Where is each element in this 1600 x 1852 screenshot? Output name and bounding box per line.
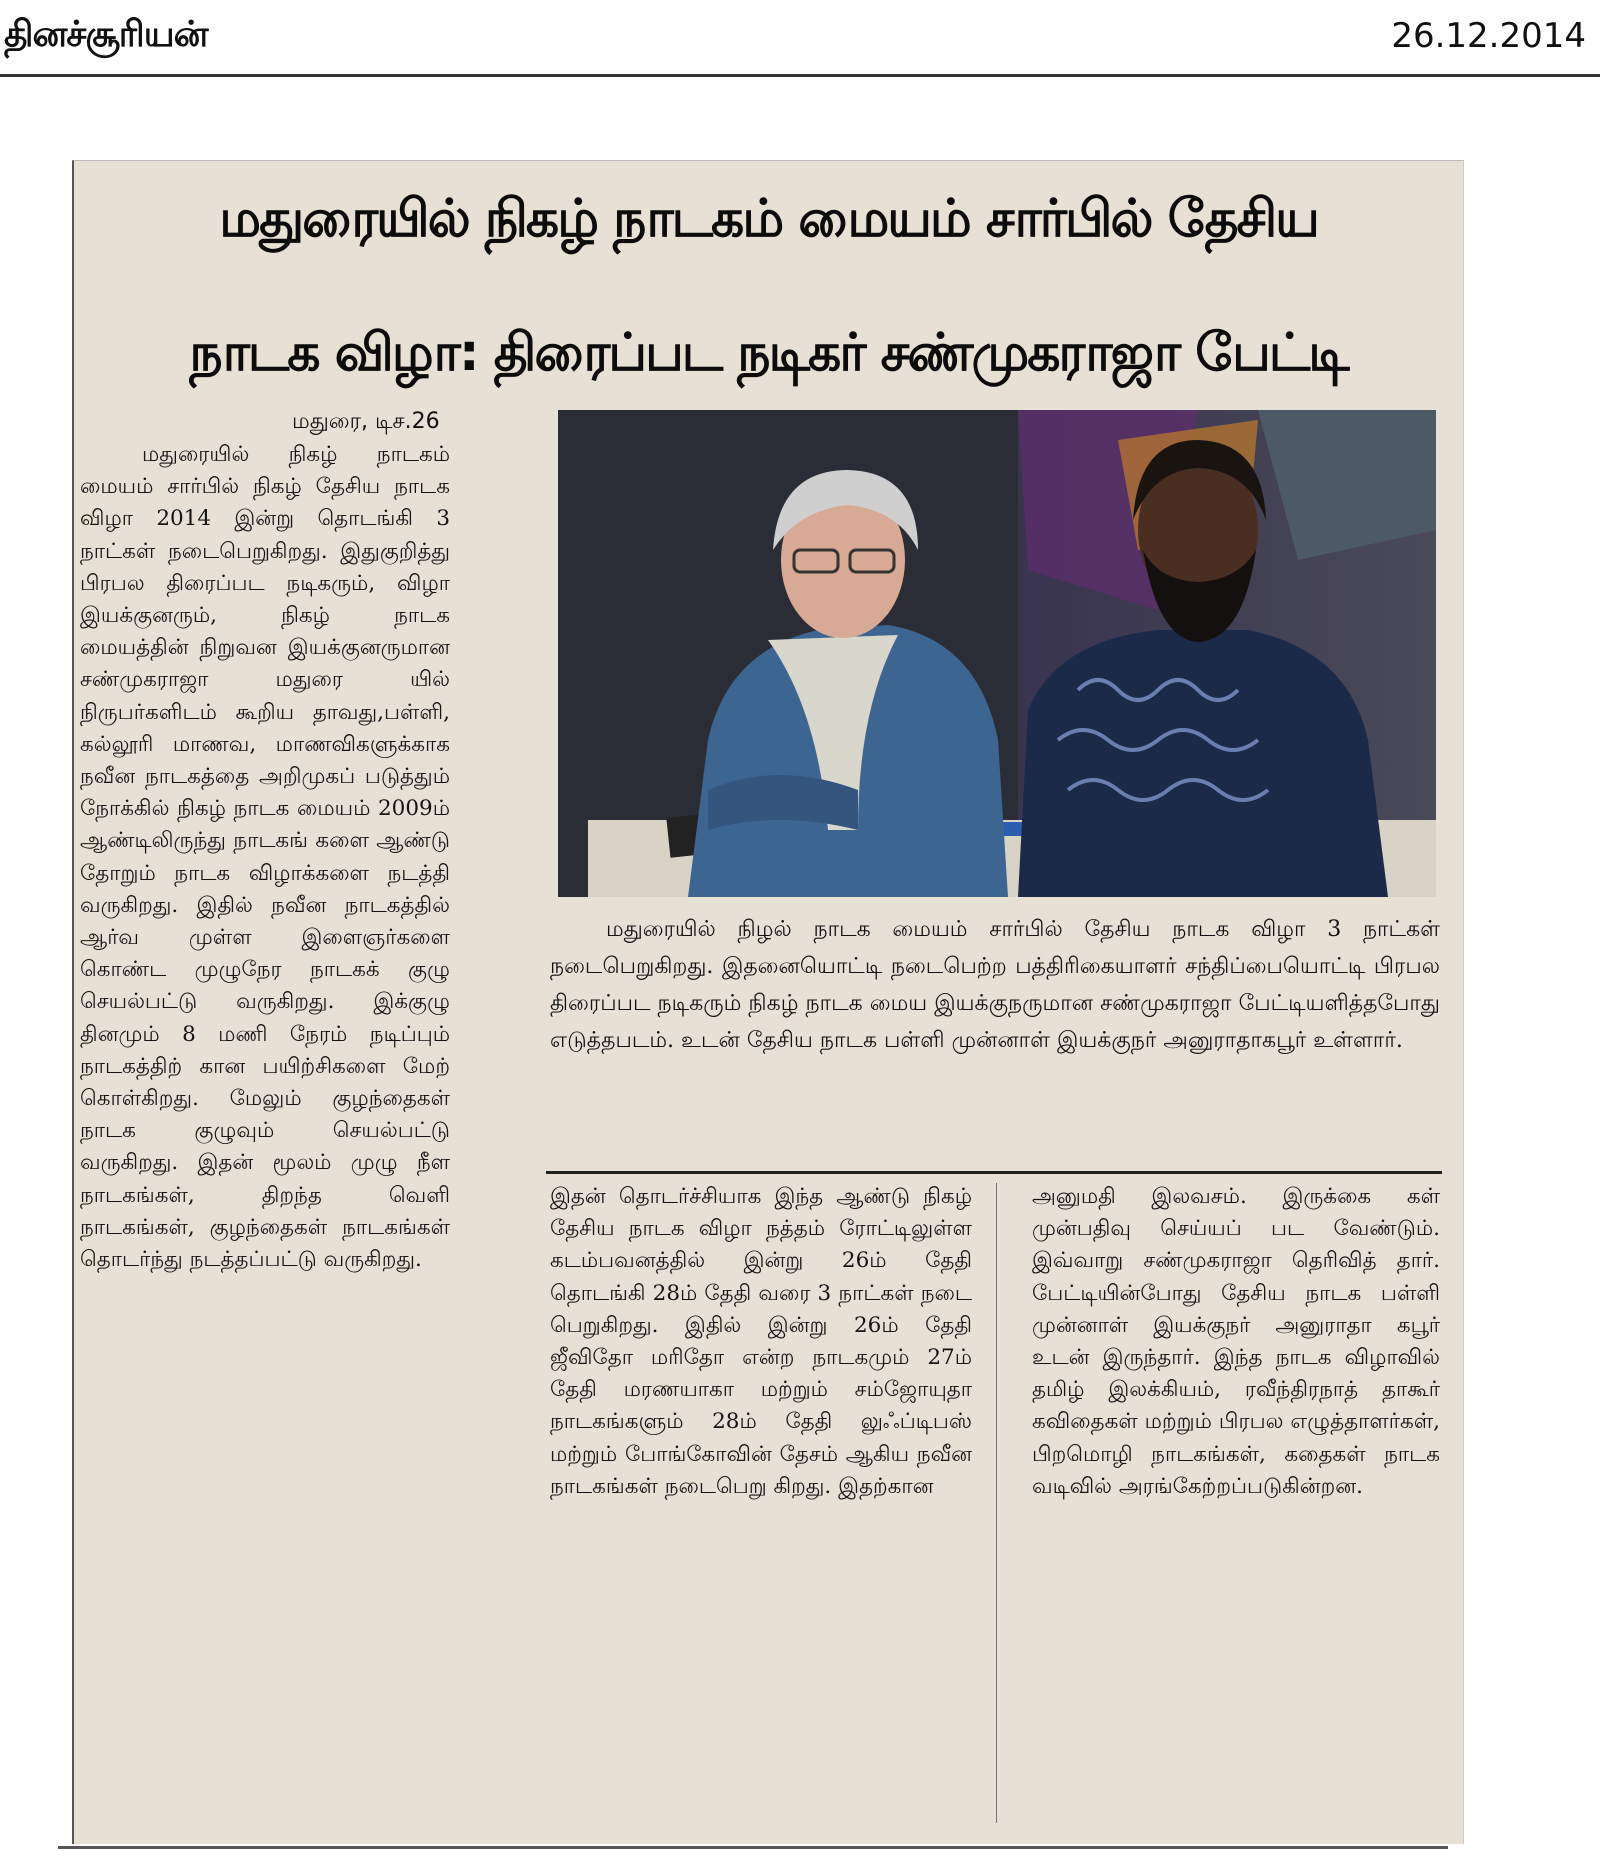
masthead-rule (0, 74, 1600, 77)
newspaper-clipping (72, 160, 1464, 1844)
middle-column-text: இதன் தொடர்ச்சியாக இந்த ஆண்டு நிகழ் தேசிய நாடக விழா நத்தம் ரோட்டிலுள்ள கடம்பவனத்தில் இன்று 26ம் தேதி தொடங்கி 28ம் தேதி வரை 3 நாட்கள் நடை பெறுகிறது. இதில் இன்று 26ம் தேதி ஜீவிதோ மரிதோ என்ற நாடகமும் 27ம் தேதி மரணயாகா மற்றும் சம்ஜோயுதா நாடகங்களும் 28ம் தேதி லுஃப்டிபஸ் மற்றும் போங்கோவின் தேசம் ஆகிய நவீன நாடகங்கள் நடைபெறு கிறது. இதற்கான (550, 1184, 972, 1499)
dateline: மதுரை, டிச.26 (292, 409, 440, 434)
masthead (0, 0, 1600, 78)
publication-date: 26.12.2014 (1391, 16, 1586, 56)
column-divider (996, 1183, 997, 1823)
caption-text: மதுரையில் நிழல் நாடக மையம் சார்பில் தேசிய நாடக விழா 3 நாட்கள் நடைபெறுகிறது. இதனையொட்டி நடைபெற்ற பத்திரிகையாளர் சந்திப்பையொட்டி பிரபல திரைப்பட நடிகரும் நிகழ் நாடக மைய இயக்குநருமான சண்முகராஜா பேட்டியளித்தபோது எடுத்தபடம். உடன் தேசிய நாடக பள்ளி முன்னாள் இயக்குநர் அனுராதாகபூர் உள்ளார். (550, 917, 1440, 1053)
article-column-right (1032, 1181, 1440, 1503)
article-column-middle (550, 1181, 972, 1503)
left-column-text: மதுரையில் நிகழ் நாடகம் மையம் சார்பில் நிகழ் தேசிய நாடக விழா 2014 இன்று தொடங்கி 3 நாட்கள் நடைபெறுகிறது. இதுகுறித்து பிரபல திரைப்பட நடிகரும், விழா இயக்குனரும், நிகழ் நாடக மையத்தின் நிறுவன இயக்குனருமான சண்முகராஜா மதுரை யில் நிருபர்களிடம் கூறிய தாவது,பள்ளி, கல்லூரி மாணவ, மாணவிகளுக்காக நவீன நாடகத்தை அறிமுகப் படுத்தும் நோக்கில் நிகழ் நாடக மையம் 2009ம் ஆண்டிலிருந்து நாடகங் களை ஆண்டு தோறும் நாடக விழாக்களை நடத்தி வருகிறது. இதில் நவீன நாடகத்தில் ஆர்வ முள்ள இளைஞர்களை கொண்ட முழுநேர நாடகக் குழு செயல்பட்டு வருகிறது. இக்குழு தினமும் 8 மணி நேரம் நடிப்பும் நாடகத்திற் கான பயிற்சிகளை மேற் கொள்கிறது. மேலும் குழந்தைகள் நாடக குழுவும் செயல்பட்டு வருகிறது. இதன் மூலம் முழு நீள நாடகங்கள், திறந்த வெளி நாடகங்கள், குழந்தைகள் நாடகங்கள் தொடர்ந்து நடத்தப்பட்டு வருகிறது. (80, 442, 450, 1273)
headline-line-2: நாடக விழா: திரைப்பட நடிகர் சண்முகராஜா பேட்டி (189, 323, 1348, 383)
right-column-text: அனுமதி இலவசம். இருக்கை கள் முன்பதிவு செய்யப் பட வேண்டும். இவ்வாறு சண்முகராஜா தெரிவித் தார். பேட்டியின்போது தேசிய நாடக பள்ளி முன்னாள் இயக்குநர் அனுராதா கபூர் உடன் இருந்தார். இந்த நாடக விழாவில் தமிழ் இலக்கியம், ரவீந்திரநாத் தாகூர் கவிதைகள் மற்றும் பிரபல எழுத்தாளர்கள், பிறமொழி நாடகங்கள், கதைகள் நாடக வடிவில் அரங்கேற்றப்படுகின்றன. (1032, 1184, 1440, 1499)
newspaper-name: தினச்சூரியன் (4, 14, 208, 55)
article-column-left (80, 439, 450, 1276)
photo-caption (550, 911, 1440, 1059)
photo-illustration (558, 410, 1436, 897)
headline-line-1: மதுரையில் நிகழ் நாடகம் மையம் சார்பில் தேசிய (219, 189, 1318, 249)
clipping-bottom-rule (58, 1846, 1448, 1849)
press-meet-photo (558, 410, 1436, 897)
caption-rule (546, 1171, 1442, 1174)
